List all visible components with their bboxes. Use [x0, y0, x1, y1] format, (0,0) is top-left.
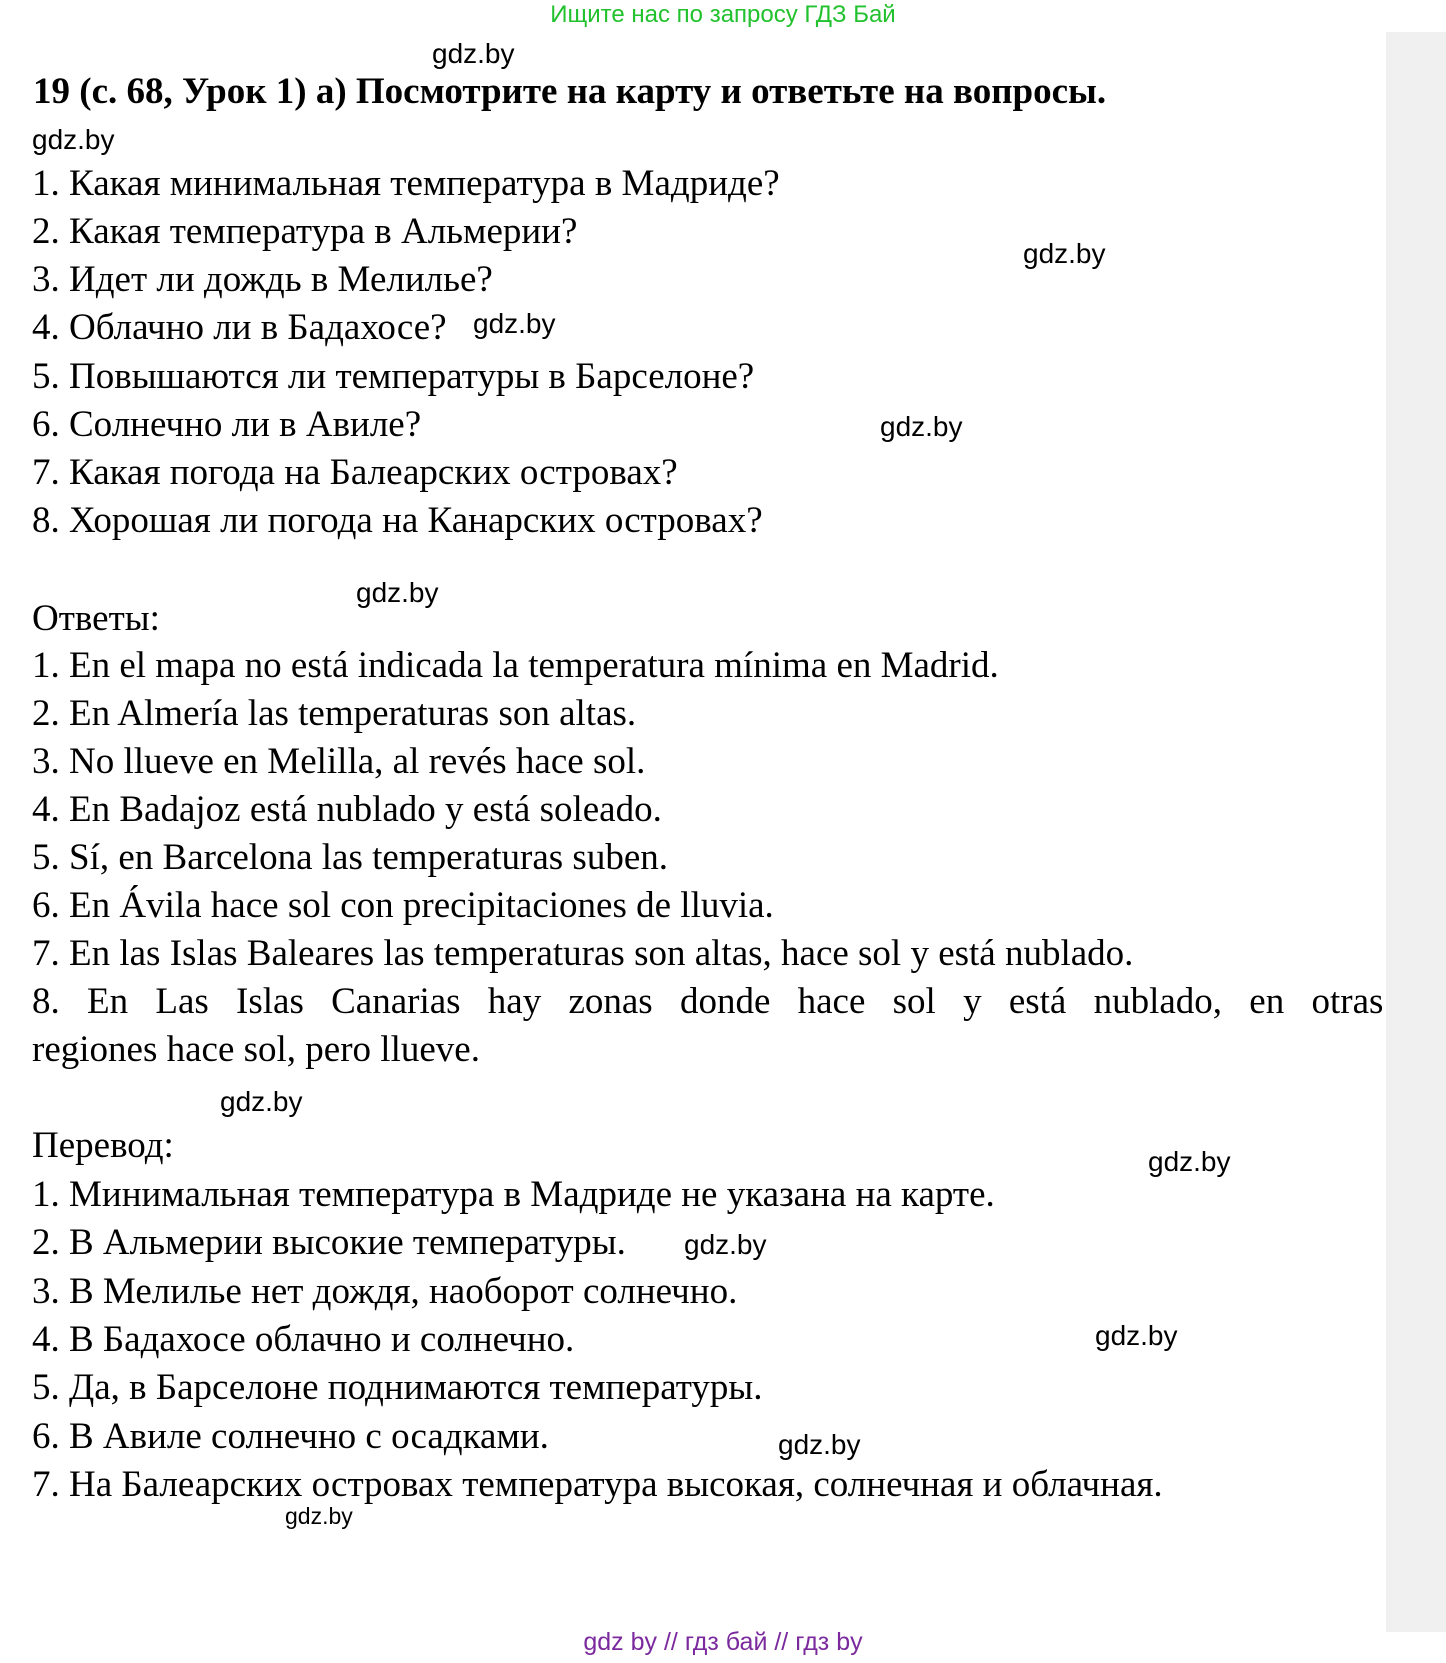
- watermark: gdz.by: [1148, 1146, 1231, 1177]
- footer-links: gdz by // гдз бай // гдз by: [583, 1628, 863, 1656]
- watermark: gdz.by: [778, 1429, 861, 1460]
- question-5: 5. Повышаются ли температуры в Барселоне?: [32, 356, 755, 397]
- translation-5: 5. Да, в Барселоне поднимаются температуры.: [32, 1367, 763, 1408]
- answer-2: 2. En Almería las temperaturas son altas.: [32, 693, 637, 734]
- watermark: gdz.by: [1095, 1320, 1178, 1351]
- answer-3: 3. No llueve en Melilla, al revés hace sol.: [32, 741, 646, 782]
- translation-2: 2. В Альмерии высокие температуры.: [32, 1222, 626, 1263]
- translation-1: 1. Минимальная температура в Мадриде не указана на карте.: [32, 1174, 995, 1215]
- question-8: 8. Хорошая ли погода на Канарских островах?: [32, 500, 763, 541]
- question-7: 7. Какая погода на Балеарских островах?: [32, 452, 678, 493]
- translation-label: Перевод:: [32, 1125, 174, 1166]
- question-6: 6. Солнечно ли в Авиле?: [32, 404, 422, 445]
- answer-1: 1. En el mapa no está indicada la temperatura mínima en Madrid.: [32, 645, 999, 686]
- watermark: gdz.by: [432, 38, 515, 69]
- question-2: 2. Какая температура в Альмерии?: [32, 211, 578, 252]
- watermark: gdz.by: [356, 577, 439, 608]
- watermark: gdz.by: [1023, 238, 1106, 269]
- translation-3: 3. В Мелилье нет дождя, наоборот солнечно.: [32, 1271, 738, 1312]
- watermark: gdz.by: [684, 1229, 767, 1260]
- answer-7: 7. En las Islas Baleares las temperaturas son altas, hace sol y está nublado.: [32, 933, 1134, 974]
- answer-4: 4. En Badajoz está nublado y está soleado.: [32, 789, 662, 830]
- answer-5: 5. Sí, en Barcelona las temperaturas suben.: [32, 837, 668, 878]
- watermark: gdz.by: [32, 124, 115, 155]
- watermark: gdz.by: [880, 411, 963, 442]
- side-scrollbar-strip: [1386, 32, 1446, 1632]
- search-banner: Ищите нас по запросу ГДЗ Бай: [550, 1, 896, 28]
- answers-label: Ответы:: [32, 598, 160, 639]
- question-1: 1. Какая минимальная температура в Мадриде?: [32, 163, 780, 204]
- question-3: 3. Идет ли дождь в Мелилье?: [32, 259, 493, 300]
- answer-8: 8. En Las Islas Canarias hay zonas donde hace sol y está nublado, en otras: [32, 981, 1384, 1022]
- answer-8-continued: regiones hace sol, pero llueve.: [32, 1029, 480, 1070]
- translation-4: 4. В Бадахосе облачно и солнечно.: [32, 1319, 575, 1360]
- translation-7: 7. На Балеарских островах температура высокая, солнечная и облачная.: [32, 1464, 1163, 1505]
- translation-6: 6. В Авиле солнечно с осадками.: [32, 1416, 549, 1457]
- watermark: gdz.by: [473, 308, 556, 339]
- exercise-heading: 19 (с. 68, Урок 1) a) Посмотрите на карту и ответьте на вопросы.: [33, 71, 1107, 112]
- answer-6: 6. En Ávila hace sol con precipitaciones de lluvia.: [32, 885, 774, 926]
- watermark: gdz.by: [220, 1086, 303, 1117]
- watermark: gdz.by: [285, 1503, 353, 1529]
- question-4: 4. Облачно ли в Бадахосе?: [32, 307, 447, 348]
